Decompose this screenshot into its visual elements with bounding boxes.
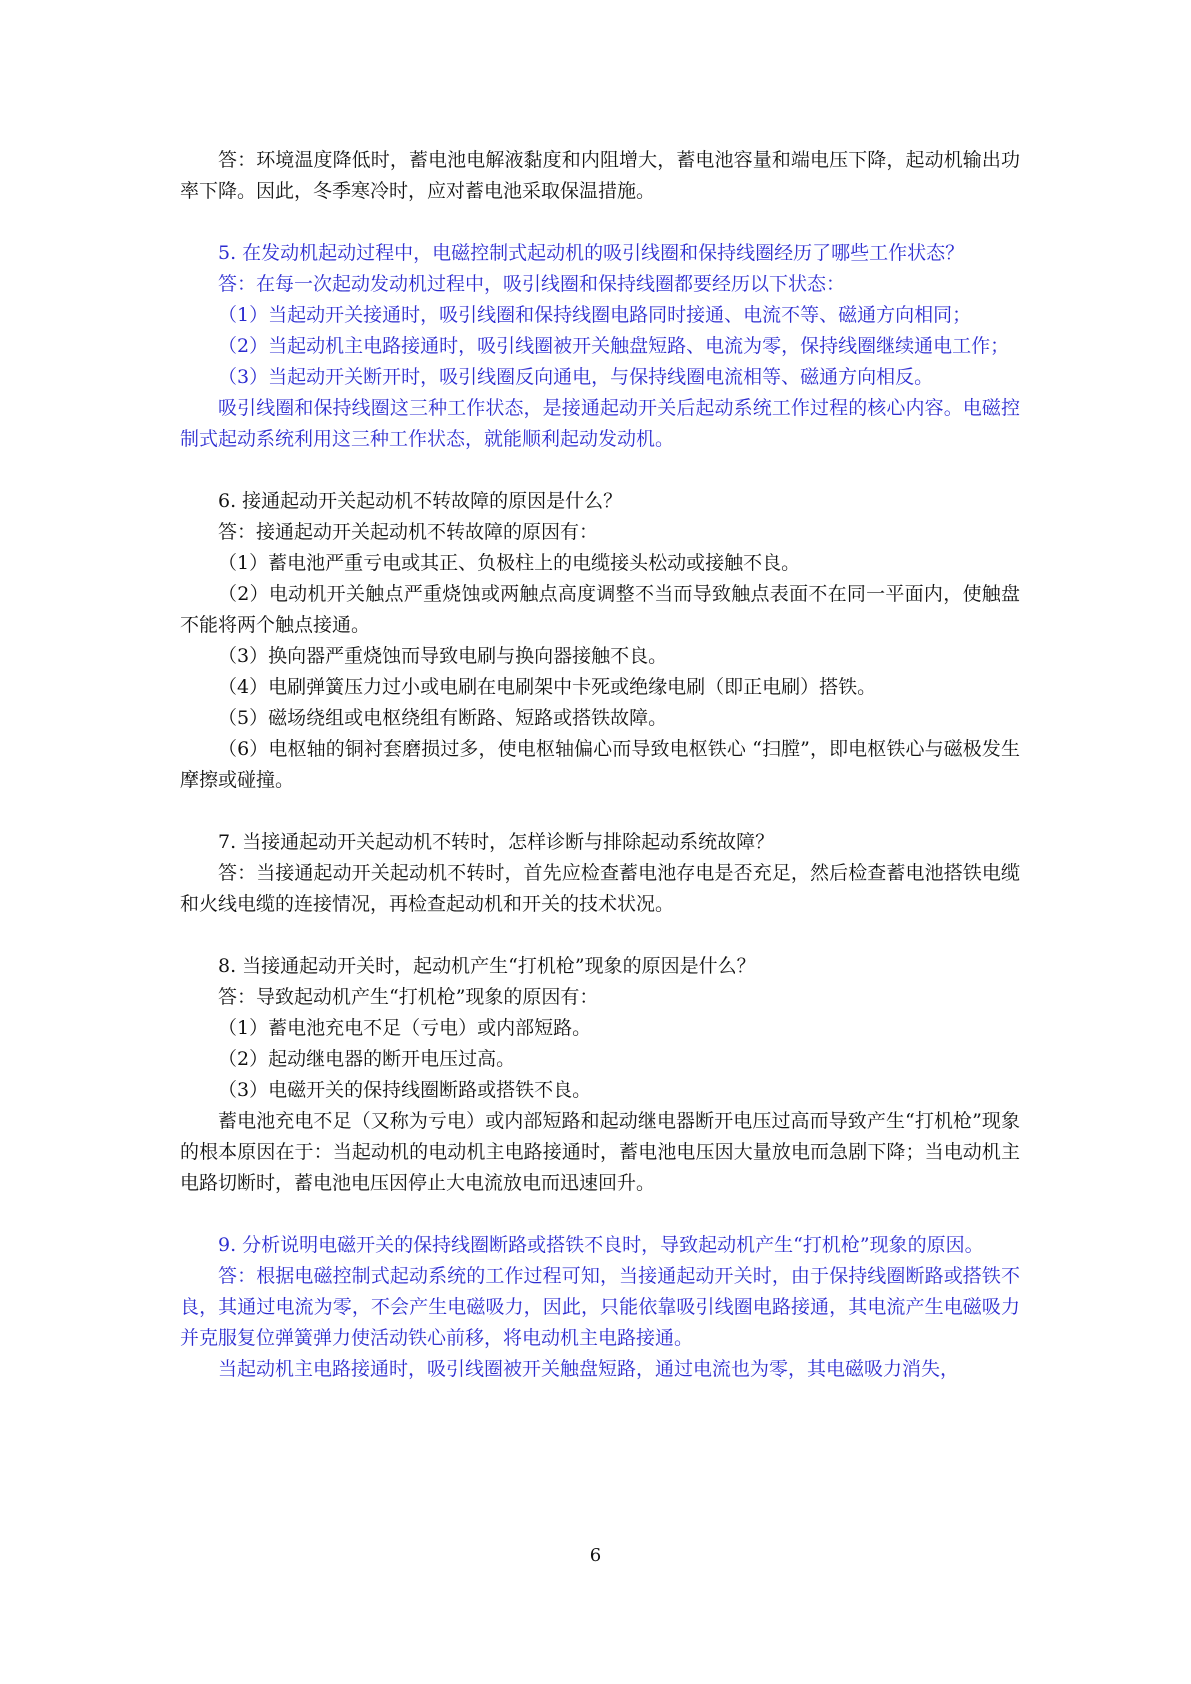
answer-8-item-1: （1）蓄电池充电不足（亏电）或内部短路。 [218, 1017, 592, 1039]
question-6-heading: 6. 接通起动开关起动机不转故障的原因是什么？ [218, 490, 623, 512]
answer-6-intro: 答：接通起动开关起动机不转故障的原因有： [218, 521, 599, 543]
answer-6-item-2: （2）电动机开关触点严重烧蚀或两触点高度调整不当而导致触点表面不在同一平面内，使触盘不能将两个触点接通。 [180, 583, 1020, 636]
answer-6-item-6: （6）电枢轴的铜衬套磨损过多，使电枢轴偏心而导致电枢铁心 “扫膛”，即电枢铁心与磁极发生摩擦或碰撞。 [180, 738, 1020, 791]
answer-7-paragraph: 答：当接通起动开关起动机不转时，首先应检查蓄电池存电是否充足，然后检查蓄电池搭铁电缆和火线电缆的连接情况，再检查起动机和开关的技术状况。 [180, 862, 1020, 915]
spacer [180, 207, 1020, 238]
answer-5-item-1: （1）当起动开关接通时，吸引线圈和保持线圈电路同时接通、电流不等、磁通方向相同； [218, 304, 972, 326]
answer-6-item-3: （3）换向器严重烧蚀而导致电刷与换向器接触不良。 [218, 645, 668, 667]
question-9-heading: 9. 分析说明电磁开关的保持线圈断路或搭铁不良时，导致起动机产生“打机枪”现象的原因。 [218, 1234, 984, 1256]
answer-6-item-5: （5）磁场绕组或电枢绕组有断路、短路或搭铁故障。 [218, 707, 668, 729]
question-8-heading: 8. 当接通起动开关时，起动机产生“打机枪”现象的原因是什么？ [218, 955, 756, 977]
answer-8-summary: 蓄电池充电不足（又称为亏电）或内部短路和起动继电器断开电压过高而导致产生“打机枪”现象的根本原因在于：当起动机的电动机主电路接通时，蓄电池电压因大量放电而急剧下降；当电动机主电路切断时，蓄电池电压因停止大电流放电而迅速回升。 [180, 1110, 1020, 1194]
spacer [180, 455, 1020, 486]
answer-9-paragraph-1: 答：根据电磁控制式起动系统的工作过程可知，当接通起动开关时，由于保持线圈断路或搭铁不良，其通过电流为零，不会产生电磁吸力，因此，只能依靠吸引线圈电路接通，其电流产生电磁吸力并克服复位弹簧弹力使活动铁心前移，将电动机主电路接通。 [180, 1265, 1020, 1349]
answer-8-item-2: （2）起动继电器的断开电压过高。 [218, 1048, 516, 1070]
answer-5-intro: 答：在每一次起动发动机过程中，吸引线圈和保持线圈都要经历以下状态： [218, 273, 846, 295]
question-5-heading: 5. 在发动机起动过程中，电磁控制式起动机的吸引线圈和保持线圈经历了哪些工作状态？ [218, 242, 965, 264]
answer-5-item-2: （2）当起动机主电路接通时，吸引线圈被开关触盘短路、电流为零，保持线圈继续通电工作； [218, 335, 1010, 357]
spacer [180, 920, 1020, 951]
answer-4-paragraph: 答：环境温度降低时，蓄电池电解液黏度和内阻增大，蓄电池容量和端电压下降，起动机输出功率下降。因此，冬季寒冷时，应对蓄电池采取保温措施。 [180, 149, 1020, 202]
page-number: 6 [589, 1545, 602, 1566]
answer-8-item-3: （3）电磁开关的保持线圈断路或搭铁不良。 [218, 1079, 592, 1101]
answer-9-paragraph-2: 当起动机主电路接通时，吸引线圈被开关触盘短路，通过电流也为零，其电磁吸力消失， [218, 1358, 960, 1380]
answer-8-intro: 答：导致起动机产生“打机枪”现象的原因有： [218, 986, 599, 1008]
spacer [180, 796, 1020, 827]
answer-6-item-1: （1）蓄电池严重亏电或其正、负极柱上的电缆接头松动或接触不良。 [218, 552, 801, 574]
document-page [180, 145, 1020, 1385]
answer-5-item-3: （3）当起动开关断开时，吸引线圈反向通电，与保持线圈电流相等、磁通方向相反。 [218, 366, 934, 388]
answer-5-summary: 吸引线圈和保持线圈这三种工作状态，是接通起动开关后起动系统工作过程的核心内容。电磁控制式起动系统利用这三种工作状态，就能顺利起动发动机。 [180, 397, 1020, 450]
question-7-heading: 7. 当接通起动开关起动机不转时，怎样诊断与排除起动系统故障？ [218, 831, 775, 853]
answer-6-item-4: （4）电刷弹簧压力过小或电刷在电刷架中卡死或绝缘电刷（即正电刷）搭铁。 [218, 676, 877, 698]
spacer [180, 1199, 1020, 1230]
